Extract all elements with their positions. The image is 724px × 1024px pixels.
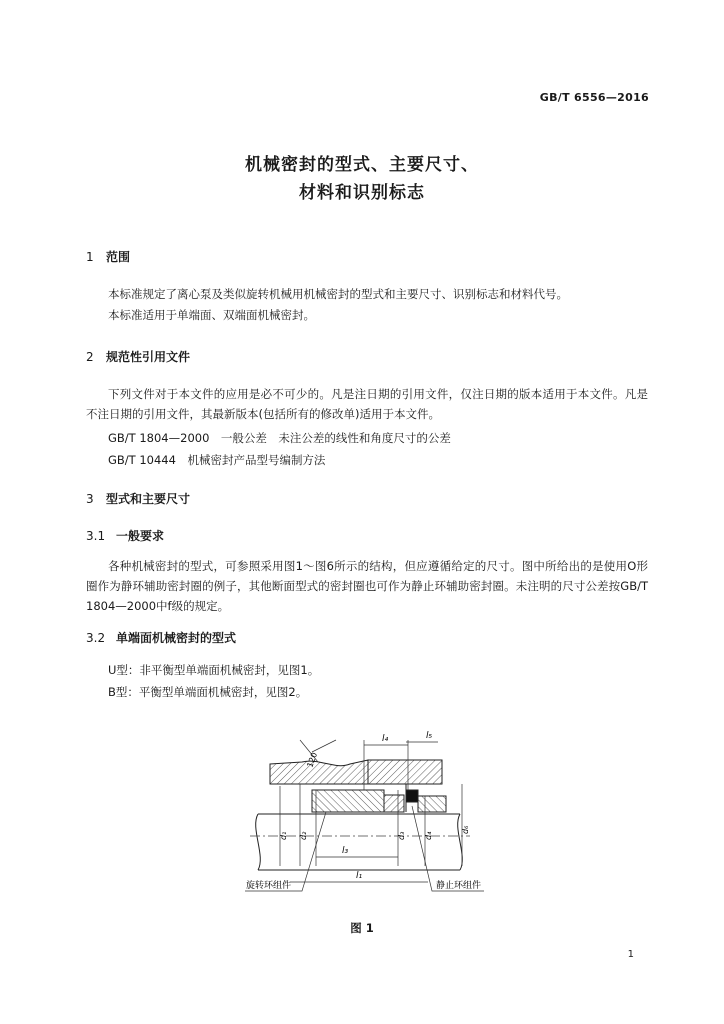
- dim-l1-label: l₁: [356, 871, 363, 881]
- section-1-paragraph-2: 本标准适用于单端面、双端面机械密封。: [108, 308, 315, 322]
- dim-d2-label: d₂: [299, 831, 308, 840]
- section-1-paragraph-1: 本标准规定了离心泵及类似旋转机械用机械密封的型式和主要尺寸、识别标志和材料代号。: [108, 287, 568, 301]
- housing: [270, 760, 442, 784]
- section-2-paragraph-1: 下列文件对于本文件的应用是必不可少的。凡是注日期的引用文件，仅注日期的版本适用于本文件。凡是不注日期的引用文件，其最新版本(包括所有的修改单)适用于本文件。: [86, 387, 648, 421]
- section-number: 2: [86, 350, 94, 364]
- section-3-2-paragraph-1: U型：非平衡型单端面机械密封，见图1。: [108, 663, 320, 677]
- section-title: 单端面机械密封的型式: [116, 631, 237, 645]
- figure-1-caption: 图 1: [350, 921, 374, 935]
- section-number: 3.1: [86, 529, 106, 543]
- callout-leaders: [245, 806, 484, 891]
- section-3-2-paragraph-2: B型：平衡型单端面机械密封，见图2。: [108, 685, 308, 699]
- section-title: 型式和主要尺寸: [106, 492, 191, 506]
- section-title: 规范性引用文件: [106, 350, 191, 364]
- dim-d4-label: d₄: [424, 831, 433, 840]
- section-number: 3.2: [86, 631, 106, 645]
- stationary-ring-assembly: [406, 784, 446, 812]
- stationary-ring-assembly-label: 静止环组件: [436, 881, 482, 891]
- section-number: 3: [86, 492, 94, 506]
- rotating-ring-assembly: [312, 790, 404, 812]
- rotating-ring-assembly-label: 旋转环组件: [246, 881, 292, 891]
- dim-angle-label: 120: [305, 751, 320, 769]
- document-title-line-1: 机械密封的型式、主要尺寸、: [245, 155, 479, 175]
- section-title: 一般要求: [116, 529, 165, 543]
- section-3-1-paragraph-1: 各种机械密封的型式，可参照采用图1～图6所示的结构，但应遵循给定的尺寸。图中所给出的是使用O形圈作为静环辅助密封圈的例子，其他断面型式的密封圈也可作为静止环辅助密封圈。未注明的尺寸公差按GB/T 1804—2000中f级的规定。: [86, 559, 648, 613]
- dim-d6-label: d₆: [461, 825, 470, 834]
- shaft: [250, 814, 470, 870]
- normative-reference-2: GB/T 10444 机械密封产品型号编制方法: [108, 453, 326, 467]
- section-title: 范围: [106, 250, 131, 264]
- dim-l4-label: l₄: [382, 734, 389, 744]
- page-number: 1: [627, 949, 634, 960]
- dim-l3-label: l₃: [342, 846, 349, 856]
- dim-d1-label: d₁: [279, 831, 288, 840]
- standard-code: GB/T 6556—2016: [539, 91, 649, 104]
- dim-d3-label: d₃: [397, 831, 406, 840]
- dim-l5-label: l₅: [426, 731, 433, 741]
- document-title-line-2: 材料和识别标志: [299, 183, 425, 203]
- normative-reference-1: GB/T 1804—2000 一般公差 未注公差的线性和角度尺寸的公差: [108, 431, 451, 445]
- section-number: 1: [86, 250, 94, 264]
